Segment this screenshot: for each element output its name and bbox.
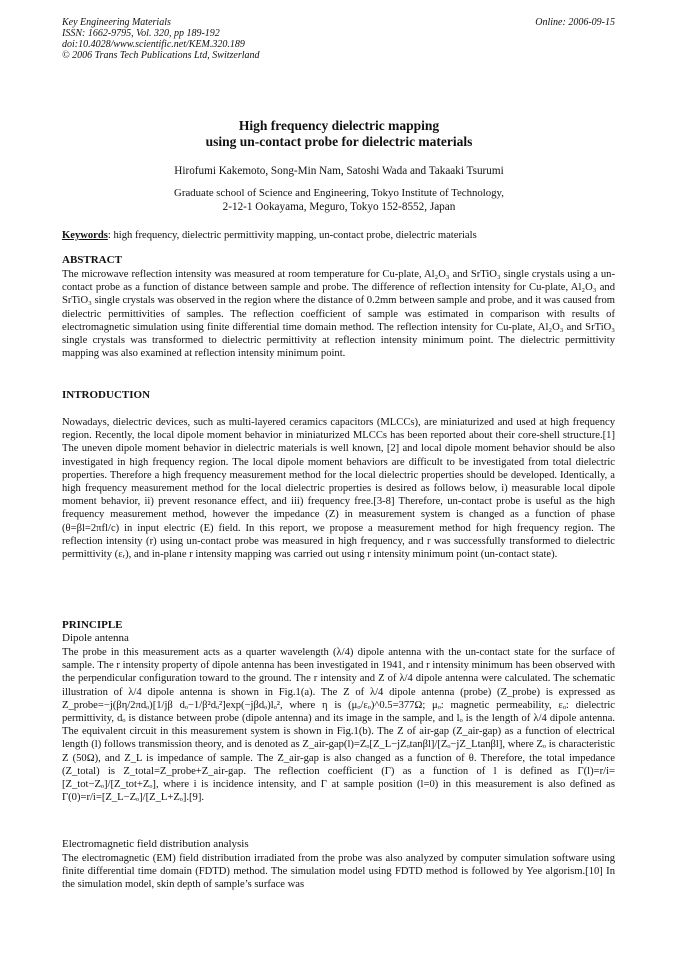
dipole-antenna-subheading: Dipole antenna: [62, 632, 129, 644]
paper-title-line2: using un-contact probe for dielectric materials: [205, 134, 473, 149]
em-analysis-text: The electromagnetic (EM) field distribution irradiated from the probe was also analyzed by computer simulation software using finite differential time domain (FDTD) method. The simulation model using FDTD method is followed by Yee algorism.[10] In the simulation model, skin depth of sample’s surface was: [62, 853, 615, 891]
doi-line: doi:10.4028/www.scientific.net/KEM.320.189: [62, 39, 245, 50]
keywords-text: : high frequency, dielectric permittivity mapping, un-contact probe, dielectric materials: [107, 230, 477, 241]
keywords: [62, 229, 615, 242]
authors: Hirofumi Kakemoto, Song-Min Nam, Satoshi Wada and Takaaki Tsurumi: [174, 165, 504, 177]
affiliation-line2: 2-12-1 Ookayama, Meguro, Tokyo 152-8552, Japan: [222, 201, 456, 213]
introduction-heading: INTRODUCTION: [62, 389, 151, 401]
keywords-label: Keywords: [62, 230, 108, 241]
abstract-text: The microwave reflection intensity was measured at room temperature for Cu-plate, Al₂O₃ and SrTiO₃ single crystals using a un-contact probe as a function of distance between sample and probe. The difference of reflection intensity for Cu-plate, Al₂O₃ and SrTiO₃ single crystals was observed in the region where the distance of 0.2mm between sample and probe, and it was caused from dielectric permittivities of samples. The reflection coefficient of sample was estimated in comparison with results of electromagnetic simulation using finite differential time domain method. The reflection intensity for Cu-plate, Al₂O₃ and SrTiO₃ single crystals was transformed to dielectric permittivity at reflection intensity minimum point. The dielectric permittivity mapping was also examined at reflection intensity minimum point.: [62, 269, 615, 360]
abstract-heading: ABSTRACT: [62, 254, 122, 266]
paper-title-line1: High frequency dielectric mapping: [238, 118, 440, 133]
introduction-text: Nowadays, dielectric devices, such as multi-layered ceramics capacitors (MLCCs), are miniaturized and used at high frequency region. Recently, the local dipole moment behavior in miniaturized MLCCs has been reported about their core-shell structure.[1] The uneven dipole moment behavior in dielectric materials is well known, [2] and local dipole moment behavior should be also investigated in high frequency region. The local dipole moment behaviors are difficult to be investigated from total dielectric properties. Therefore a high frequency measurement method for the local dielectric properties should be developed. Identically, a high frequency measurement method for the local dielectric properties is desired as follows below, i) measurable local dipole moment behavior, ii) prevent resonance effect, and iii) frequency free.[3-8] Therefore, un-contact probe is useful as the high frequency measurement method, however the impedance (Z) in measurement system is changed as a function of phase (θ=βl=2πfl/c) in input electric (E) field. In this report, we propose a measurement method for high frequency region. The reflection intensity (r) using un-contact probe was measured in high frequency, and r was successfully transformed to dielectric permittivity (εᵣ), and in-plane r intensity mapping was carried out using r intensity minimum point (un-contact state).: [62, 417, 615, 561]
affiliation-line1: Graduate school of Science and Engineering, Tokyo Institute of Technology,: [174, 187, 504, 199]
journal-name: Key Engineering Materials: [62, 17, 171, 28]
online-date: Online: 2006-09-15: [535, 17, 615, 28]
issn-line: ISSN: 1662-9795, Vol. 320, pp 189-192: [62, 28, 220, 39]
em-analysis-subheading: Electromagnetic field distribution analysis: [62, 838, 249, 850]
dipole-antenna-text: The probe in this measurement acts as a quarter wavelength (λ/4) dipole antenna with the un-contact state for the surface of sample. The r intensity property of dipole antenna has been investigated in 1941, and r intensity minimum has been observed with the perpendicular configuration toward to the ground. The r intensity and Z of λ/4 dipole antenna were calculated. The schematic illustration of λ/4 dipole antenna is shown in Fig.1(a). The Z of λ/4 dipole antenna (probe) (Z_probe) is expressed as Z_probe=−j(βη/2πdₒ)[1/jβ dₒ−1/β²dₒ²]exp(−jβdₒ)lₒ², where η is (μₒ/εₒ)^0.5=377Ω; μₒ: magnetic permeability, εₒ: dielectric permittivity, dₒ is distance between probe (dipole antenna) and its image in the sample, and lₒ is the length of λ/4 dipole antenna. The equivalent circuit in this measurement system is shown in Fig.1(b). The Z of air-gap (Z_air-gap) as a function of electrical length (l) follows transmission theory, and is denoted as Z_air-gap(l)=Zₒ[Z_L−jZₒtanβl]/[Zₒ−jZ_Ltanβl], where Zₒ is characteristic Z (50Ω), and Z_L is impedance of sample. The Z_air-gap is also changed as a function of θ. Therefore, the total impedance (Z_total) is Z_total=Z_probe+Z_air-gap. The reflection coefficient (Γ) as a function of l is defined as Γ(l)=r/i=[Z_tot−Zₒ]/[Z_tot+Zₒ], where i is incidence intensity, and Γ at sample position (l=0) in this measurement is also defined as Γ(0)=r/i=[Z_L−Zₒ]/[Z_L+Zₒ].[9].: [62, 647, 615, 804]
principle-heading: PRINCIPLE: [62, 619, 123, 631]
copyright-line: © 2006 Trans Tech Publications Ltd, Switzerland: [62, 50, 260, 61]
